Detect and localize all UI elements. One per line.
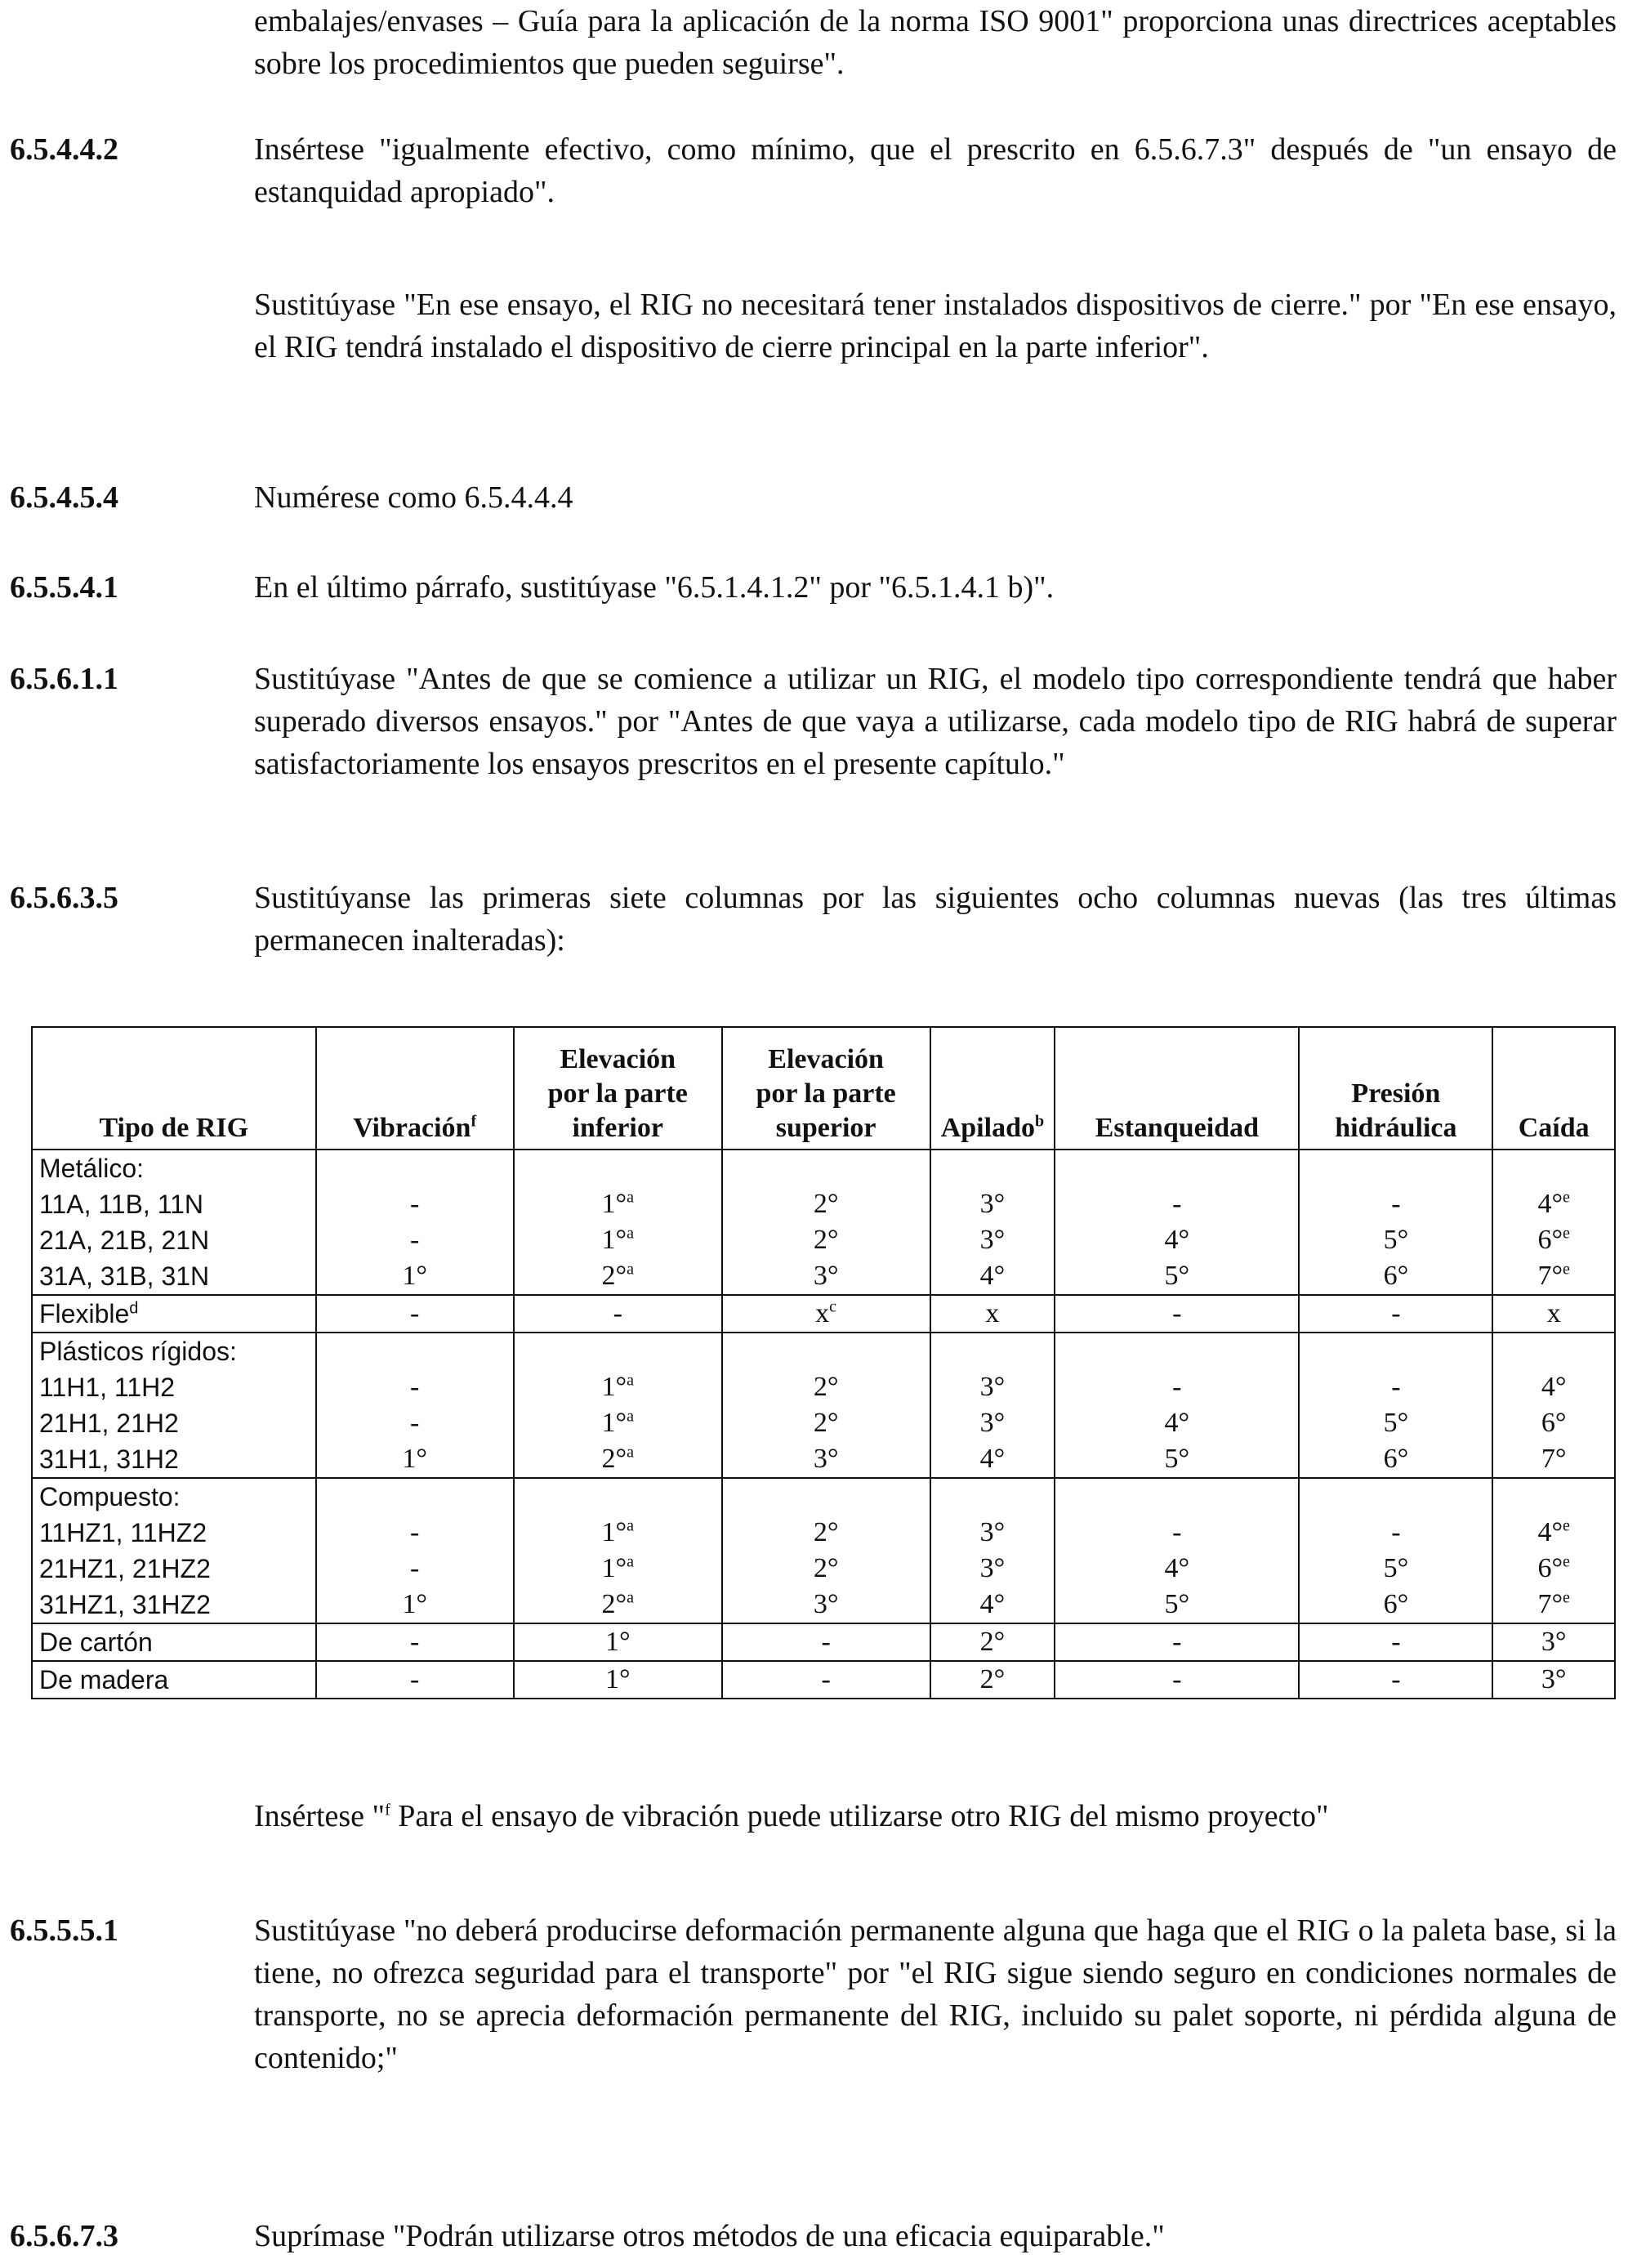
table-cell: De cartón xyxy=(32,1623,316,1661)
column-header: Elevación por la parte inferior xyxy=(514,1027,722,1150)
table-cell: 1°$^a$ xyxy=(514,1515,722,1551)
table-cell: - xyxy=(722,1623,930,1661)
table-cell: 6° xyxy=(1492,1405,1615,1441)
table-cell: 1°$^a$ xyxy=(514,1551,722,1587)
table-cell: 5° xyxy=(1055,1441,1299,1478)
section-number: 6.5.6.3.5 xyxy=(10,881,118,915)
table-cell: 3° xyxy=(722,1441,930,1478)
table-cell: 11A, 11B, 11N xyxy=(32,1186,316,1222)
table-cell: 7° xyxy=(1492,1441,1615,1478)
table-cell: - xyxy=(1299,1623,1492,1661)
group-label: Plásticos rígidos: xyxy=(32,1333,316,1369)
table-cell: 2° xyxy=(930,1661,1055,1699)
table-cell: 4°$^e$ xyxy=(1492,1186,1615,1222)
section-number: 6.5.5.4.1 xyxy=(10,570,118,605)
table-cell: x xyxy=(1492,1295,1615,1333)
table-cell: - xyxy=(316,1515,514,1551)
table-cell: 31H1, 31H2 xyxy=(32,1441,316,1478)
table-cell: - xyxy=(1299,1515,1492,1551)
table-cell: - xyxy=(1299,1369,1492,1405)
table-cell: - xyxy=(1299,1186,1492,1222)
table-cell: - xyxy=(316,1551,514,1587)
table-cell: 6° xyxy=(1299,1587,1492,1623)
section-number: 6.5.4.4.2 xyxy=(10,132,118,167)
table-cell: 3° xyxy=(1492,1661,1615,1699)
table-cell: 2° xyxy=(722,1551,930,1587)
table-cell: 1°$^a$ xyxy=(514,1186,722,1222)
table-cell: - xyxy=(1055,1369,1299,1405)
table-cell: 6°$^e$ xyxy=(1492,1551,1615,1587)
section-number: 6.5.5.5.1 xyxy=(10,1913,118,1948)
table-cell: 3° xyxy=(930,1405,1055,1441)
table-cell: 1° xyxy=(514,1623,722,1661)
table-cell: 4° xyxy=(930,1258,1055,1295)
section-number: 6.5.4.5.4 xyxy=(10,480,118,515)
table-cell: x xyxy=(930,1295,1055,1333)
table-row xyxy=(32,1587,1615,1623)
table-cell: 5° xyxy=(1299,1405,1492,1441)
group-label: Metálico: xyxy=(32,1150,316,1186)
table-row xyxy=(32,1515,1615,1551)
column-header: Apilado$^b$ xyxy=(930,1027,1055,1150)
table-cell: - xyxy=(722,1661,930,1699)
table-cell: - xyxy=(1299,1661,1492,1699)
table-cell: 6° xyxy=(1299,1258,1492,1295)
table-cell: 2°$^a$ xyxy=(514,1441,722,1478)
group-label: Compuesto: xyxy=(32,1478,316,1515)
table-cell: - xyxy=(514,1295,722,1333)
table-group-row xyxy=(32,1333,1615,1369)
table-cell: 2° xyxy=(722,1222,930,1258)
table-cell: 3° xyxy=(930,1515,1055,1551)
column-header: Elevación por la parte superior xyxy=(722,1027,930,1150)
table-cell: Flexible$^d$ xyxy=(32,1295,316,1333)
column-header: Vibración$^f$ xyxy=(316,1027,514,1150)
table-cell: 3° xyxy=(930,1369,1055,1405)
table-cell: 21H1, 21H2 xyxy=(32,1405,316,1441)
footnote-insert-paragraph: Insértese "$^f$ Para el ensayo de vibración puede utilizarse otro RIG del mismo proyecto" xyxy=(254,1799,1329,1833)
table-cell: 3° xyxy=(1492,1623,1615,1661)
table-cell: - xyxy=(316,1186,514,1222)
table-row xyxy=(32,1222,1615,1258)
table-cell: 1° xyxy=(514,1661,722,1699)
table-cell: 3° xyxy=(930,1551,1055,1587)
table-row xyxy=(32,1441,1615,1478)
table-cell: - xyxy=(1055,1186,1299,1222)
table-cell: - xyxy=(316,1623,514,1661)
table-cell: - xyxy=(1055,1515,1299,1551)
section-text: Numérese como 6.5.4.4.4 xyxy=(254,480,573,515)
column-header: Presión hidráulica xyxy=(1299,1027,1492,1150)
table-cell: 1°$^a$ xyxy=(514,1369,722,1405)
table-cell: - xyxy=(316,1661,514,1699)
column-header: Tipo de RIG xyxy=(32,1027,316,1150)
table-cell: 1°$^a$ xyxy=(514,1222,722,1258)
table-cell: 4°$^e$ xyxy=(1492,1515,1615,1551)
table-row xyxy=(32,1186,1615,1222)
table-cell: - xyxy=(1055,1661,1299,1699)
table-cell: 2° xyxy=(722,1369,930,1405)
section-text: Sustitúyanse las primeras siete columnas por las siguientes ocho columnas nuevas (las tres últimas permanecen inalteradas): xyxy=(254,881,1617,958)
table-cell: 21HZ1, 21HZ2 xyxy=(32,1551,316,1587)
table-cell: 31A, 31B, 31N xyxy=(32,1258,316,1295)
intro-paragraph: embalajes/envases – Guía para la aplicación de la norma ISO 9001" proporciona unas directrices aceptables sobre los procedimientos que pueden seguirse". xyxy=(254,4,1617,81)
column-header: Caída xyxy=(1492,1027,1615,1150)
section-text: Sustitúyase "Antes de que se comience a utilizar un RIG, el modelo tipo correspondiente tendrá que haber superado diversos ensayos." por "Antes de que vaya a utilizarse, cada modelo tipo de RIG habrá de superar satisfactoriamente los ensayos prescritos en el presente capítulo." xyxy=(254,662,1617,781)
table-cell: 21A, 21B, 21N xyxy=(32,1222,316,1258)
table-group-row xyxy=(32,1150,1615,1186)
table-cell: 3° xyxy=(722,1258,930,1295)
table-cell: 3° xyxy=(930,1186,1055,1222)
table-cell: - xyxy=(316,1222,514,1258)
table-cell: 2° xyxy=(930,1623,1055,1661)
table-cell: 7°$^e$ xyxy=(1492,1587,1615,1623)
table-cell: - xyxy=(316,1369,514,1405)
section-text: Sustitúyase "no deberá producirse deformación permanente alguna que haga que el RIG o la paleta base, si la tiene, no ofrezca seguridad para el transporte" por "el RIG sigue siendo seguro en condiciones normales de transporte, no se aprecia deformación permanente del RIG, incluido su palet soporte, ni pérdida alguna de contenido;" xyxy=(254,1913,1617,2075)
column-header: Estanqueidad xyxy=(1055,1027,1299,1150)
table-cell: 4° xyxy=(1055,1405,1299,1441)
section-text: Sustitúyase "En ese ensayo, el RIG no necesitará tener instalados dispositivos de cierre." por "En ese ensayo, el RIG tendrá instalado el dispositivo de cierre principal en la parte inferior". xyxy=(254,288,1617,364)
table-cell: 2° xyxy=(722,1186,930,1222)
table-cell: 6° xyxy=(1299,1441,1492,1478)
table-cell: - xyxy=(1055,1623,1299,1661)
table-cell: 3° xyxy=(722,1587,930,1623)
table-cell: - xyxy=(316,1405,514,1441)
table-row xyxy=(32,1295,1615,1333)
table-cell: - xyxy=(316,1295,514,1333)
table-group-row xyxy=(32,1478,1615,1515)
table-cell: 1°$^a$ xyxy=(514,1405,722,1441)
table-row xyxy=(32,1551,1615,1587)
section-text: Suprímase "Podrán utilizarse otros métodos de una eficacia equiparable." xyxy=(254,2219,1165,2253)
table-cell: 31HZ1, 31HZ2 xyxy=(32,1587,316,1623)
table-cell: $x^c$ xyxy=(722,1295,930,1333)
table-row xyxy=(32,1369,1615,1405)
table-row xyxy=(32,1405,1615,1441)
table-cell: 11HZ1, 11HZ2 xyxy=(32,1515,316,1551)
table-cell: 1° xyxy=(316,1587,514,1623)
table-cell: 2°$^a$ xyxy=(514,1587,722,1623)
section-number: 6.5.6.1.1 xyxy=(10,662,118,696)
table-cell: 2° xyxy=(722,1405,930,1441)
table-cell: - xyxy=(1299,1295,1492,1333)
table-row xyxy=(32,1258,1615,1295)
table-cell: 4° xyxy=(1492,1369,1615,1405)
table-cell: 7°$^e$ xyxy=(1492,1258,1615,1295)
table-cell: 5° xyxy=(1299,1222,1492,1258)
table-cell: 6°$^e$ xyxy=(1492,1222,1615,1258)
table-cell: 4° xyxy=(1055,1222,1299,1258)
table-cell: 5° xyxy=(1299,1551,1492,1587)
table-cell: - xyxy=(1055,1295,1299,1333)
table-cell: 4° xyxy=(930,1441,1055,1478)
section-text: En el último párrafo, sustitúyase "6.5.1.4.1.2" por "6.5.1.4.1 b)". xyxy=(254,570,1055,605)
table-cell: 1° xyxy=(316,1258,514,1295)
table-row xyxy=(32,1623,1615,1661)
table-cell: 2°$^a$ xyxy=(514,1258,722,1295)
table-cell: 5° xyxy=(1055,1258,1299,1295)
section-text: Insértese "igualmente efectivo, como mínimo, que el prescrito en 6.5.6.7.3" después de "un ensayo de estanquidad apropiado". xyxy=(254,132,1617,209)
rig-tests-table xyxy=(31,1026,1616,1699)
table-cell: 2° xyxy=(722,1515,930,1551)
section-number: 6.5.6.7.3 xyxy=(10,2219,118,2253)
table-cell: 4° xyxy=(1055,1551,1299,1587)
table-cell: 1° xyxy=(316,1441,514,1478)
table-row xyxy=(32,1661,1615,1699)
table-cell: 3° xyxy=(930,1222,1055,1258)
table-cell: De madera xyxy=(32,1661,316,1699)
table-header-row xyxy=(32,1027,1615,1150)
table-cell: 5° xyxy=(1055,1587,1299,1623)
table-cell: 4° xyxy=(930,1587,1055,1623)
table-cell: 11H1, 11H2 xyxy=(32,1369,316,1405)
